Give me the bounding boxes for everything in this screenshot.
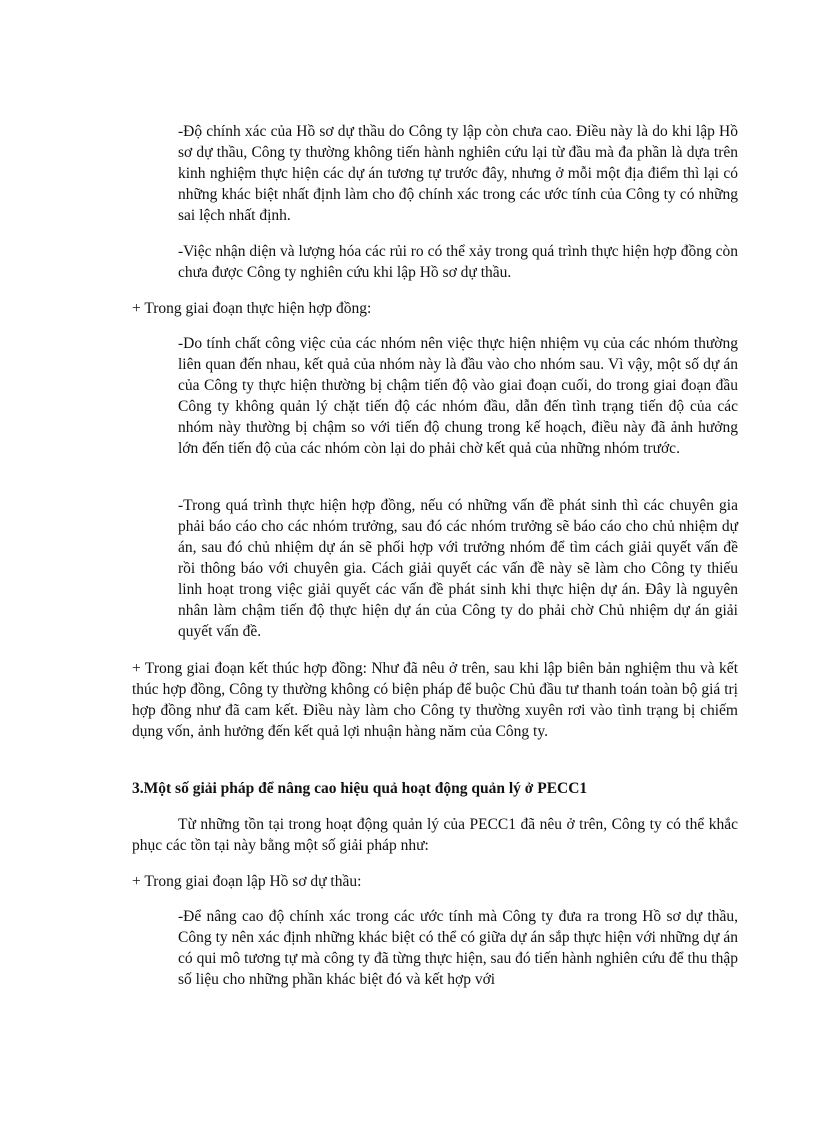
paragraph-team-dependency: -Do tính chất công việc của các nhóm nên việc thực hiện nhiệm vụ của các nhóm thường liên quan đến nhau, kết quả của nhóm này là đầu vào cho nhóm sau. Vì vậy, một số dự án của Công ty thực hiện thường bị chậm tiến độ vào giai đoạn cuối, do trong giai đoạn đầu Công ty không quản lý chặt tiến độ các nhóm đầu, dẫn đến tình trạng tiến độ của các nhóm này thường bị chậm so với tiến độ chung trong kế hoạch, điều này đã ảnh hưởng lớn đến tiến độ của các nhóm còn lại do phải chờ kết quả của những nhóm trước. [178, 335, 738, 457]
paragraph-risk-identification: -Việc nhận diện và lượng hóa các rủi ro có thể xảy trong quá trình thực hiện hợp đồng còn chưa được Công ty nghiên cứu khi lập Hồ sơ dự thầu. [178, 243, 738, 281]
paragraph-issue-escalation: -Trong quá trình thực hiện hợp đồng, nếu có những vấn đề phát sinh thì các chuyên gia phải báo cáo cho các nhóm trưởng, sau đó các nhóm trưởng sẽ báo cáo cho chủ nhiệm dự án, sau đó chủ nhiệm dự án sẽ phối hợp với trưởng nhóm để tìm cách giải quyết vấn đề rồi thông báo với chuyên gia. Cách giải quyết các vấn đề này sẽ làm cho Công ty thiếu linh hoạt trong việc giải quyết các vấn đề phát sinh khi thực hiện dự án. Đây là nguyên nhân làm chậm tiến độ thực hiện dự án của Công ty do phải chờ Chủ nhiệm dự án giải quyết vấn đề. [178, 497, 738, 640]
paragraph-improve-accuracy: -Để nâng cao độ chính xác trong các ước tính mà Công ty đưa ra trong Hồ sơ dự thầu, Công ty nên xác định những khác biệt có thể có giữa dự án sắp thực hiện với những dự án có qui mô tương tự mà công ty đã từng thực hiện, sau đó tiến hành nghiên cứu để thu thập số liệu cho những phần khác biệt đó và kết hợp với [178, 908, 738, 988]
subheading-bid-preparation: + Trong giai đoạn lập Hồ sơ dự thầu: [132, 873, 362, 890]
paragraph-bid-accuracy: -Độ chính xác của Hồ sơ dự thầu do Công ty lập còn chưa cao. Điều này là do khi lập Hồ sơ dự thầu, Công ty thường không tiến hành nghiên cứu lại từ đầu mà đa phần là dựa trên kinh nghiệm thực hiện các dự án tương tự trước đây, nhưng ở mỗi một địa điểm thì lại có những khác biệt nhất định làm cho độ chính xác trong các ước tính của Công ty có những sai lệch nhất định. [178, 123, 738, 224]
subheading-contract-execution: + Trong giai đoạn thực hiện hợp đồng: [132, 300, 372, 317]
paragraph-contract-closing: + Trong giai đoạn kết thúc hợp đồng: Như đã nêu ở trên, sau khi lập biên bản nghiệm thu và kết thúc hợp đồng, Công ty thường không có biện pháp để buộc Chủ đầu tư thanh toán toàn bộ giá trị hợp đồng như đã cam kết. Điều này làm cho Công ty thường xuyên rơi vào tình trạng bị chiếm dụng vốn, ảnh hưởng đến kết quả lợi nhuận hàng năm của Công ty. [132, 660, 738, 740]
section-heading-solutions: 3.Một số giải pháp để nâng cao hiệu quả hoạt động quản lý ở PECC1 [132, 780, 588, 797]
paragraph-solutions-intro: Từ những tồn tại trong hoạt động quản lý của PECC1 đã nêu ở trên, Công ty có thể khắc phục các tồn tại này bằng một số giải pháp như: [132, 816, 738, 854]
